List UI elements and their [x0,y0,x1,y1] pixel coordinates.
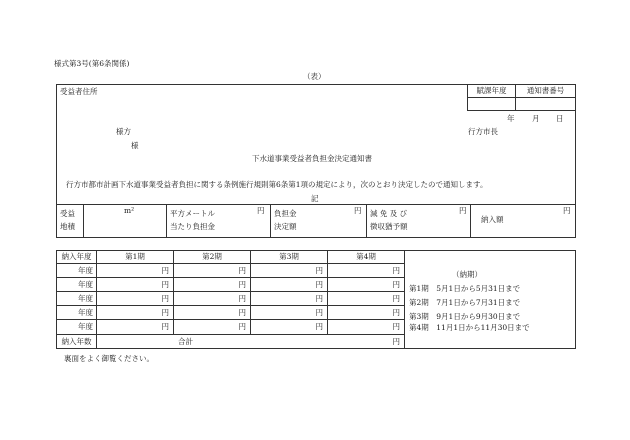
amount-unit: 円 [354,206,362,215]
row-year: 年度 [78,322,93,331]
issuer: 行方市長 [468,127,498,136]
row-amount-2: 円 [238,294,246,303]
header-period-2: 第2期 [202,252,222,262]
area-label-2: 地積 [60,222,75,231]
period-2: 第2期 7月1日から7月31日まで [409,298,521,307]
periods-title: （納期） [452,270,482,279]
row-amount-2: 円 [238,266,246,275]
period-3: 第3期 9月1日から9月30日まで [409,312,521,321]
row-amount-4: 円 [392,308,400,317]
header-period-3: 第3期 [279,252,299,262]
row-amount-1: 円 [161,294,169,303]
payment-unit: 円 [563,206,571,215]
row-amount-3: 円 [315,294,323,303]
area-label-1: 受益 [60,209,75,218]
row-year: 年度 [78,280,93,289]
row-amount-4: 円 [392,322,400,331]
honorific-1: 様方 [116,127,131,136]
reduction-unit: 円 [459,206,467,215]
reduction-label-1: 減 免 及 び [370,209,408,218]
row-amount-1: 円 [161,308,169,317]
payment-count-label: 納入年数 [61,336,92,346]
fiscal-year-label: 賦課年度 [476,86,507,96]
rate-label-2: 当たり負担金 [170,222,215,231]
amount-label-2: 決定額 [274,222,297,231]
total-label: 合計 [178,337,193,346]
date-day: 日 [556,114,564,123]
row-amount-4: 円 [392,294,400,303]
amount-label-1: 負担金 [274,209,297,218]
row-amount-4: 円 [392,266,400,275]
row-year: 年度 [78,308,93,317]
honorific-2: 様 [131,141,139,150]
row-amount-1: 円 [161,322,169,331]
header-period-4: 第4期 [356,252,376,262]
notice-number-value[interactable] [516,98,575,110]
row-amount-3: 円 [315,322,323,331]
period-1: 第1期 5月1日から5月31日まで [409,284,521,293]
row-amount-3: 円 [315,280,323,289]
document-title: 下水道事業受益者負担金決定通知書 [252,154,372,163]
period-4: 第4期 11月1日から11月30日まで [409,323,530,332]
row-year: 年度 [78,266,93,275]
date-month: 月 [532,114,540,123]
notice-number-label: 通知書番号 [526,86,565,96]
row-amount-3: 円 [315,266,323,275]
reduction-label-2: 徴収猶予額 [370,222,408,231]
rate-unit: 円 [257,206,265,215]
date-year: 年 [507,114,515,123]
form-number: 様式第3号(第6条関係) [54,59,130,68]
row-amount-1: 円 [161,266,169,275]
ki-label: 記 [311,194,319,203]
header-fiscal-year: 納入年度 [61,252,92,262]
document-body: 行方市都市計画下水道事業受益者負担に関する条例施行規則第6条第1項の規定により，次のとおり決定したので通知します。 [66,180,488,189]
row-amount-2: 円 [238,322,246,331]
side-label: （表） [303,72,326,81]
row-amount-2: 円 [238,308,246,317]
footer-note: 裏面をよく御覧ください。 [64,354,154,363]
row-amount-2: 円 [238,280,246,289]
area-unit: m² [124,206,135,215]
fiscal-year-value[interactable] [468,98,515,110]
row-year: 年度 [78,294,93,303]
payment-label: 納入額 [481,215,504,224]
header-period-1: 第1期 [125,252,145,262]
address-label: 受益者住所 [60,87,98,96]
row-amount-3: 円 [315,308,323,317]
row-amount-1: 円 [161,280,169,289]
total-unit: 円 [392,337,400,346]
row-amount-4: 円 [392,280,400,289]
rate-label-1: 平方メートル [170,209,215,218]
